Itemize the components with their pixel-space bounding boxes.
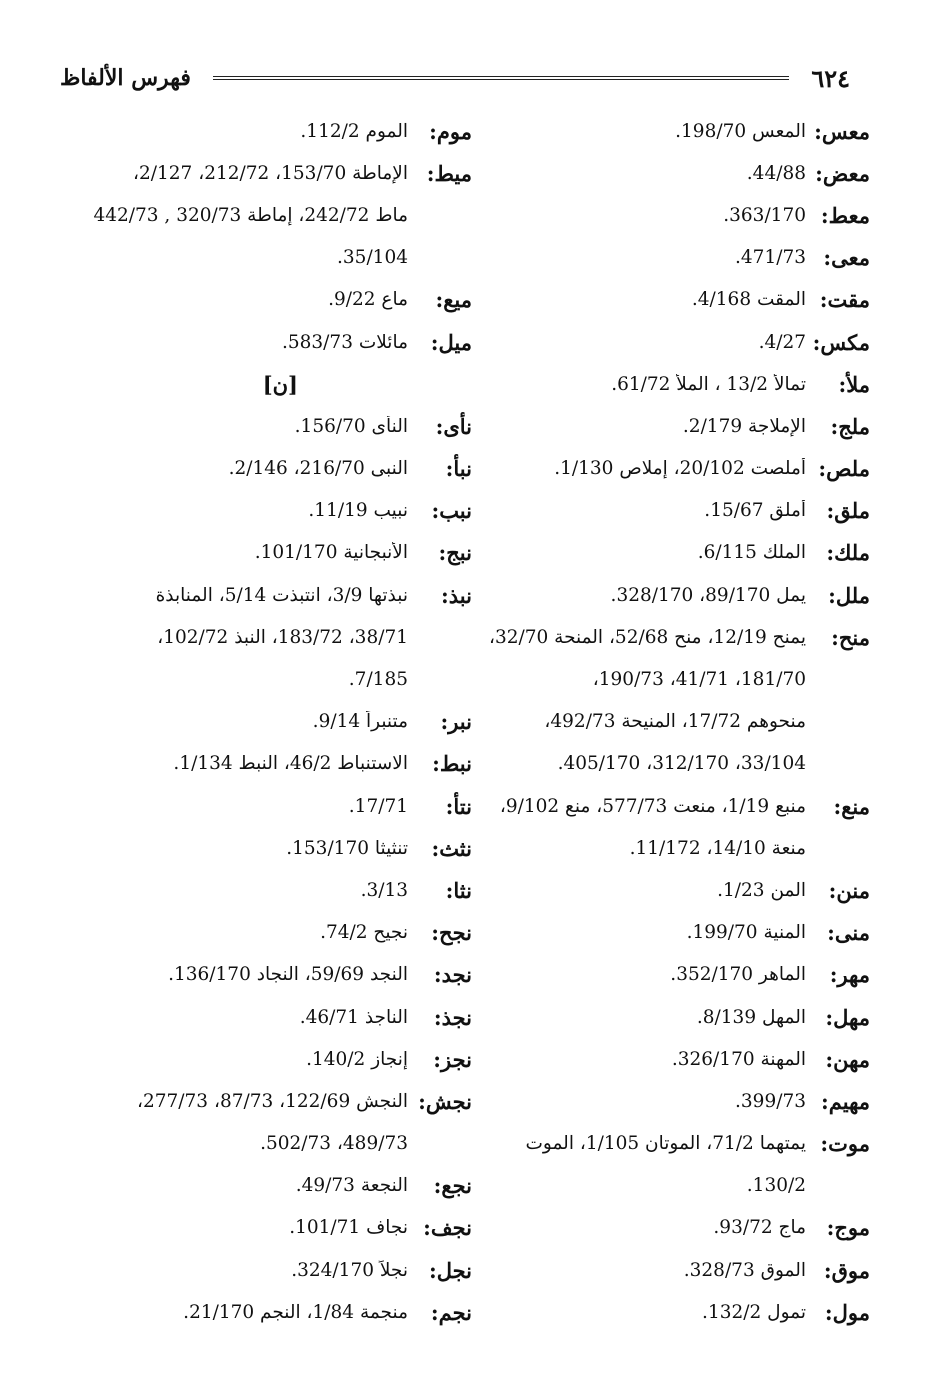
root-word: مول:	[824, 1299, 870, 1325]
entry-references: النجعة 49/73.	[295, 1175, 408, 1197]
entry-references: تنثيثا 153/170.	[286, 837, 408, 859]
entry-references: ماج 93/72.	[713, 1217, 806, 1239]
root-word: نجح:	[431, 920, 472, 946]
entry-references: مائلات 583/73.	[281, 331, 408, 353]
entry-references: 399/73.	[735, 1090, 806, 1112]
entry-references: تمالأ 13/2 ، الملأ 61/72.	[611, 373, 806, 395]
index-entry	[72, 405, 472, 447]
entry-references: المنية 199/70.	[686, 922, 806, 944]
entry-references: يمنح 12/19، منح 52/68، المنحة 32/70،	[488, 626, 806, 648]
index-entry	[72, 1291, 472, 1333]
entry-references: يمتهما 71/2، الموتان 1/105، الموت	[525, 1133, 806, 1155]
root-word: معض:	[815, 160, 870, 186]
root-word: موت:	[820, 1131, 870, 1157]
root-word: مقت:	[819, 287, 870, 313]
index-entry	[480, 701, 870, 743]
index-entry	[480, 1038, 870, 1080]
root-word: نبأ:	[445, 456, 472, 482]
index-entry	[480, 616, 870, 658]
index-entry	[480, 1249, 870, 1291]
root-word: مهل:	[825, 1004, 870, 1030]
root-word: نثا:	[445, 877, 472, 903]
root-word: نبب:	[431, 498, 472, 524]
index-entry	[72, 490, 472, 532]
entry-references: المعس 198/70.	[675, 120, 806, 142]
index-entry	[72, 532, 472, 574]
index-entry	[72, 912, 472, 954]
root-word: نبر:	[440, 709, 472, 735]
index-entry	[72, 1080, 472, 1122]
entry-references: الموم 112/2.	[300, 120, 408, 142]
entry-references: الماهر 352/170.	[670, 964, 806, 986]
entry-references: الإماطة 153/70، 212/72، 2/127،	[133, 162, 408, 184]
entry-references: ماط 242/72، إماطة 320/73 , 442/73	[93, 204, 408, 226]
root-word: نجد:	[433, 962, 472, 988]
entry-references: أملق 15/67.	[704, 500, 806, 522]
entry-references: 44/88.	[746, 162, 806, 184]
root-word: ملق:	[826, 498, 870, 524]
entry-references: الاستنباط 46/2، النبط 1/134.	[173, 753, 408, 775]
root-word: مهر:	[829, 962, 870, 988]
entry-references: المن 1/23.	[717, 879, 806, 901]
index-entry	[480, 1080, 870, 1122]
index-entry	[72, 954, 472, 996]
entry-references: تمول 132/2.	[702, 1301, 806, 1323]
entry-references: 17/71.	[348, 795, 408, 817]
entry-references: نجاف 101/71.	[289, 1217, 408, 1239]
index-entry	[72, 701, 472, 743]
entry-references: منجمة 1/84، النجم 21/170.	[183, 1301, 408, 1323]
root-word: نثث:	[431, 835, 472, 861]
index-entry	[72, 363, 472, 405]
page-number: ٦٢٤	[811, 63, 850, 93]
entry-references: الموق 328/73.	[683, 1259, 806, 1281]
index-entry	[480, 490, 870, 532]
entry-references: منحوهم 17/72، المنيحة 492/73،	[544, 711, 806, 733]
entry-references: يمل 89/170، 328/170.	[610, 584, 806, 606]
index-entry	[72, 110, 472, 152]
entry-references: 363/170.	[723, 204, 806, 226]
entry-references: 130/2.	[746, 1175, 806, 1197]
entry-references: 471/73.	[735, 247, 806, 269]
entry-references: المهل 8/139.	[696, 1006, 806, 1028]
entry-references: المقت 4/168.	[691, 289, 806, 311]
index-entry	[72, 194, 472, 236]
entry-references: نبيب 11/19.	[308, 500, 408, 522]
index-entry	[480, 743, 870, 785]
entry-references: النأى 156/70.	[294, 415, 408, 437]
index-entry	[480, 152, 870, 194]
root-word: منح:	[831, 624, 870, 650]
root-word: نبج:	[438, 540, 472, 566]
entry-references: 181/70، 41/71، 190/73،	[592, 669, 806, 691]
index-entry	[72, 869, 472, 911]
index-entry	[72, 1207, 472, 1249]
index-entry	[72, 237, 472, 279]
entry-references: نجلاً 324/170.	[291, 1259, 408, 1281]
root-word: معى:	[823, 245, 870, 271]
root-word: ميط:	[426, 160, 472, 186]
index-entry	[480, 532, 870, 574]
index-entry	[480, 448, 870, 490]
root-word: ملأ:	[838, 371, 870, 397]
entry-references: 38/71، 183/72، النبذ 102/72،	[157, 626, 408, 648]
root-word: ملل:	[828, 582, 870, 608]
running-title: فهرس الألفاظ	[60, 65, 191, 91]
index-entry	[72, 1038, 472, 1080]
root-word: نأى:	[435, 413, 472, 439]
root-word: ملص:	[818, 456, 870, 482]
index-entry	[72, 448, 472, 490]
index-entry	[480, 194, 870, 236]
index-entry	[72, 827, 472, 869]
root-word: ملج:	[830, 413, 870, 439]
index-entry	[480, 827, 870, 869]
root-word: موج:	[826, 1215, 870, 1241]
index-entry	[480, 1291, 870, 1333]
right-column	[480, 110, 870, 1333]
index-entry	[72, 279, 472, 321]
root-word: معط:	[820, 202, 870, 228]
root-word: منن:	[828, 877, 870, 903]
entry-references: منبع 1/19، منعت 577/73، منع 9/102،	[499, 795, 806, 817]
root-word: ميع:	[435, 287, 472, 313]
entry-references: إنجاز 140/2.	[306, 1048, 408, 1070]
root-word: نجف:	[423, 1215, 472, 1241]
entry-references: 35/104.	[337, 247, 408, 269]
index-entry	[72, 152, 472, 194]
index-entry	[72, 574, 472, 616]
entry-references: النجد 59/69، النجاد 136/170.	[168, 964, 408, 986]
index-entry	[480, 237, 870, 279]
index-entry	[72, 1123, 472, 1165]
root-word: نتأ:	[445, 793, 472, 819]
index-entry	[480, 1165, 870, 1207]
index-entry	[480, 405, 870, 447]
entry-references: متنبراً 9/14.	[312, 711, 408, 733]
entry-references: 7/185.	[348, 669, 408, 691]
root-word: نجز:	[433, 1046, 472, 1072]
root-word: مكس:	[812, 329, 870, 355]
index-entry	[480, 574, 870, 616]
entry-references: 33/104، 312/170، 405/170.	[557, 753, 806, 775]
root-word: معس:	[814, 118, 870, 144]
index-entry	[480, 110, 870, 152]
root-word: نبذ:	[441, 582, 472, 608]
left-column	[72, 110, 472, 1333]
index-entry	[480, 954, 870, 996]
index-entry	[480, 1207, 870, 1249]
index-entry	[480, 912, 870, 954]
entry-references: 489/73، 502/73.	[260, 1133, 408, 1155]
index-entry	[480, 869, 870, 911]
root-word: مهن:	[825, 1046, 870, 1072]
entry-references: الإملاجة 2/179.	[682, 415, 806, 437]
root-word: نجم:	[430, 1299, 472, 1325]
index-entry	[72, 1249, 472, 1291]
entry-references: المهنة 326/170.	[671, 1048, 806, 1070]
entry-references: نجيح 74/2.	[320, 922, 408, 944]
entry-references: النبى 216/70، 2/146.	[228, 458, 408, 480]
entry-references: 3/13.	[360, 879, 408, 901]
index-entry	[480, 363, 870, 405]
root-word: موم:	[429, 118, 472, 144]
root-word: موق:	[823, 1257, 870, 1283]
entry-references: أملصت 20/102، إملاص 1/130.	[554, 458, 806, 480]
index-entry	[72, 658, 472, 700]
root-word: ميل:	[430, 329, 472, 355]
page-header	[60, 58, 850, 98]
index-entry	[480, 658, 870, 700]
index-entry	[480, 279, 870, 321]
entry-references: النجش 122/69، 87/73، 277/73،	[137, 1090, 408, 1112]
root-word: ملك:	[826, 540, 870, 566]
root-word: مهيم:	[821, 1088, 870, 1114]
root-word: نجع:	[433, 1173, 472, 1199]
index-entry	[480, 1123, 870, 1165]
entry-references: الملك 6/115.	[697, 542, 806, 564]
root-word: نجش:	[418, 1088, 472, 1114]
section-letter: [ن]	[262, 371, 298, 397]
index-entry	[480, 996, 870, 1038]
header-rule	[213, 76, 789, 80]
root-word: منى:	[827, 920, 870, 946]
index-entry	[72, 321, 472, 363]
index-entry	[72, 996, 472, 1038]
root-word: نبط:	[432, 751, 472, 777]
entry-references: الناجذ 46/71.	[299, 1006, 408, 1028]
index-entry	[480, 321, 870, 363]
entry-references: الأنبجانية 101/170.	[254, 542, 408, 564]
index-entry	[72, 743, 472, 785]
entry-references: ماع 9/22.	[328, 289, 408, 311]
entry-references: منعة 14/10، 11/172.	[629, 837, 806, 859]
entry-references: 4/27.	[758, 331, 806, 353]
entry-references: نبذتها 3/9، انتبذت 5/14، المنابذة	[155, 584, 408, 606]
index-entry	[72, 616, 472, 658]
root-word: نجذ:	[433, 1004, 472, 1030]
index-entry	[480, 785, 870, 827]
root-word: منع:	[833, 793, 870, 819]
index-entry	[72, 785, 472, 827]
index-entry	[72, 1165, 472, 1207]
root-word: نجل:	[428, 1257, 472, 1283]
